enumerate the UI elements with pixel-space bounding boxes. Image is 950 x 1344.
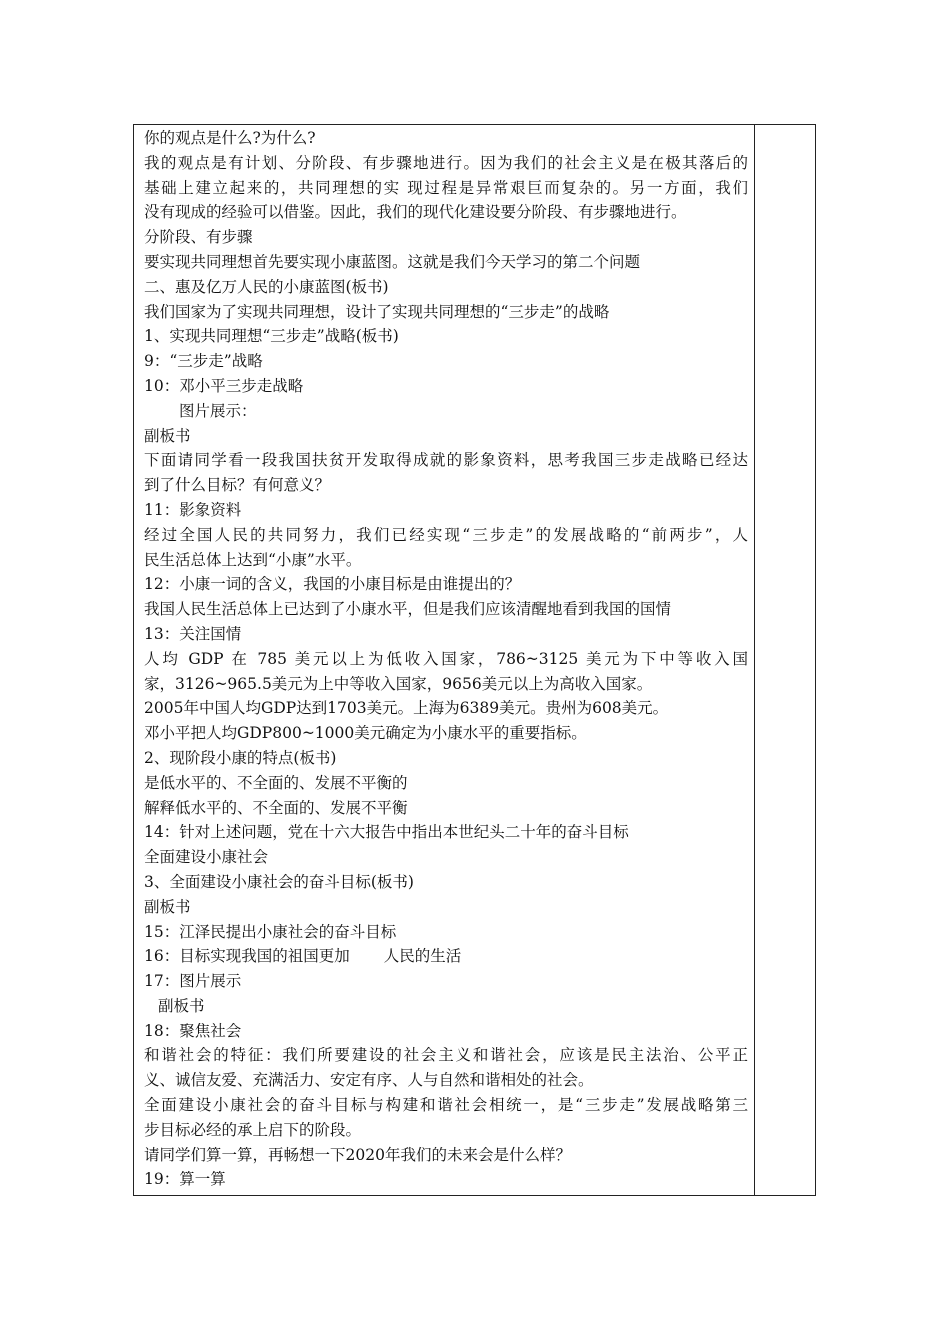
text-line: 没有现成的经验可以借鉴。因此，我们的现代化建设要分阶段、有步骤地进行。 bbox=[144, 203, 687, 222]
text-line: 是低水平的、不全面的、发展不平衡的 bbox=[144, 773, 408, 792]
text-line: 邓小平把人均GDP800~1000美元确定为小康水平的重要指标。 bbox=[144, 724, 587, 743]
text-line: 图片展示： bbox=[179, 401, 257, 420]
text-line: 人均 GDP 在 785 美元以上为低收入国家，786~3125 美元为下中等收入国 bbox=[144, 649, 748, 668]
slide-item: 14：针对上述问题，党在十六大报告中指出本世纪头二十年的奋斗目标 bbox=[144, 823, 629, 842]
text-line: 基础上建立起来的，共同理想的实 现过程是异常艰巨而复杂的。另一方面，我们 bbox=[144, 178, 748, 197]
text-line: 经过全国人民的共同努力，我们已经实现“三步走”的发展战略的“前两步”，人 bbox=[144, 525, 748, 544]
slide-item: 18：聚焦社会 bbox=[144, 1021, 242, 1040]
text-line: 2005年中国人均GDP达到1703美元。上海为6389美元。贵州为608美元。 bbox=[144, 699, 669, 718]
slide-item: 9：“三步走”战略 bbox=[144, 352, 263, 371]
text-line: 分阶段、有步骤 bbox=[144, 228, 253, 247]
text-line: 副板书 bbox=[144, 897, 191, 916]
slide-item: 17：图片展示 bbox=[144, 972, 242, 991]
text-line: 请同学们算一算，再畅想一下2020年我们的未来会是什么样？ bbox=[144, 1145, 571, 1164]
text-line: 副板书 bbox=[144, 426, 191, 445]
slide-item: 15：江泽民提出小康社会的奋斗目标 bbox=[144, 922, 397, 941]
slide-item-part: 16：目标实现我国的祖国更加 bbox=[144, 947, 350, 966]
text-line: 和谐社会的特征：我们所要建设的社会主义和谐社会，应该是民主法治、公平正 bbox=[144, 1046, 748, 1065]
subsection-heading: 3、全面建设小康社会的奋斗目标(板书) bbox=[144, 872, 414, 891]
slide-item: 11：影象资料 bbox=[144, 500, 242, 519]
content-cell bbox=[134, 125, 755, 1195]
text-line: 步目标必经的承上启下的阶段。 bbox=[144, 1120, 362, 1139]
text-line: 到了什么目标？有何意义？ bbox=[144, 476, 331, 495]
lesson-table bbox=[133, 124, 816, 1196]
section-heading: 二、惠及亿万人民的小康蓝图(板书) bbox=[144, 277, 389, 296]
slide-item: 12：小康一词的含义，我国的小康目标是由谁提出的？ bbox=[144, 575, 521, 594]
slide-item: 13：关注国情 bbox=[144, 624, 242, 643]
slide-item bbox=[144, 944, 748, 969]
subsection-heading: 2、现阶段小康的特点(板书) bbox=[144, 748, 337, 767]
slide-item: 10：邓小平三步走战略 bbox=[144, 376, 304, 395]
text-line: 副板书 bbox=[158, 996, 205, 1015]
text-line: 我的观点是有计划、分阶段、有步骤地进行。因为我们的社会主义是在极其落后的 bbox=[144, 153, 748, 172]
text-line: 义、诚信友爱、充满活力、安定有序、人与自然和谐相处的社会。 bbox=[144, 1071, 594, 1090]
text-line: 你的观点是什么?为什么? bbox=[144, 129, 316, 147]
notes-cell bbox=[755, 125, 815, 1195]
text-line: 全面建设小康社会的奋斗目标与构建和谐社会相统一，是“三步走”发展战略第三 bbox=[144, 1096, 748, 1115]
text-line: 我们国家为了实现共同理想，设计了实现共同理想的“三步走”的战略 bbox=[144, 302, 610, 321]
slide-item: 19：算一算 bbox=[144, 1170, 226, 1189]
text-line: 解释低水平的、不全面的、发展不平衡 bbox=[144, 798, 408, 817]
text-line: 要实现共同理想首先要实现小康蓝图。这就是我们今天学习的第二个问题 bbox=[144, 252, 641, 271]
subsection-heading: 1、实现共同理想“三步走”战略(板书) bbox=[144, 327, 399, 346]
text-line: 全面建设小康社会 bbox=[144, 848, 269, 867]
slide-item-part: 人民的生活 bbox=[383, 947, 462, 966]
text-line: 我国人民生活总体上已达到了小康水平，但是我们应该清醒地看到我国的国情 bbox=[144, 600, 672, 619]
text-line: 民生活总体上达到“小康”水平。 bbox=[144, 550, 362, 569]
text-line: 下面请同学看一段我国扶贫开发取得成就的影象资料，思考我国三步走战略已经达 bbox=[144, 451, 748, 470]
text-line: 家，3126~965.5美元为上中等收入国家，9656美元以上为高收入国家。 bbox=[144, 674, 653, 693]
